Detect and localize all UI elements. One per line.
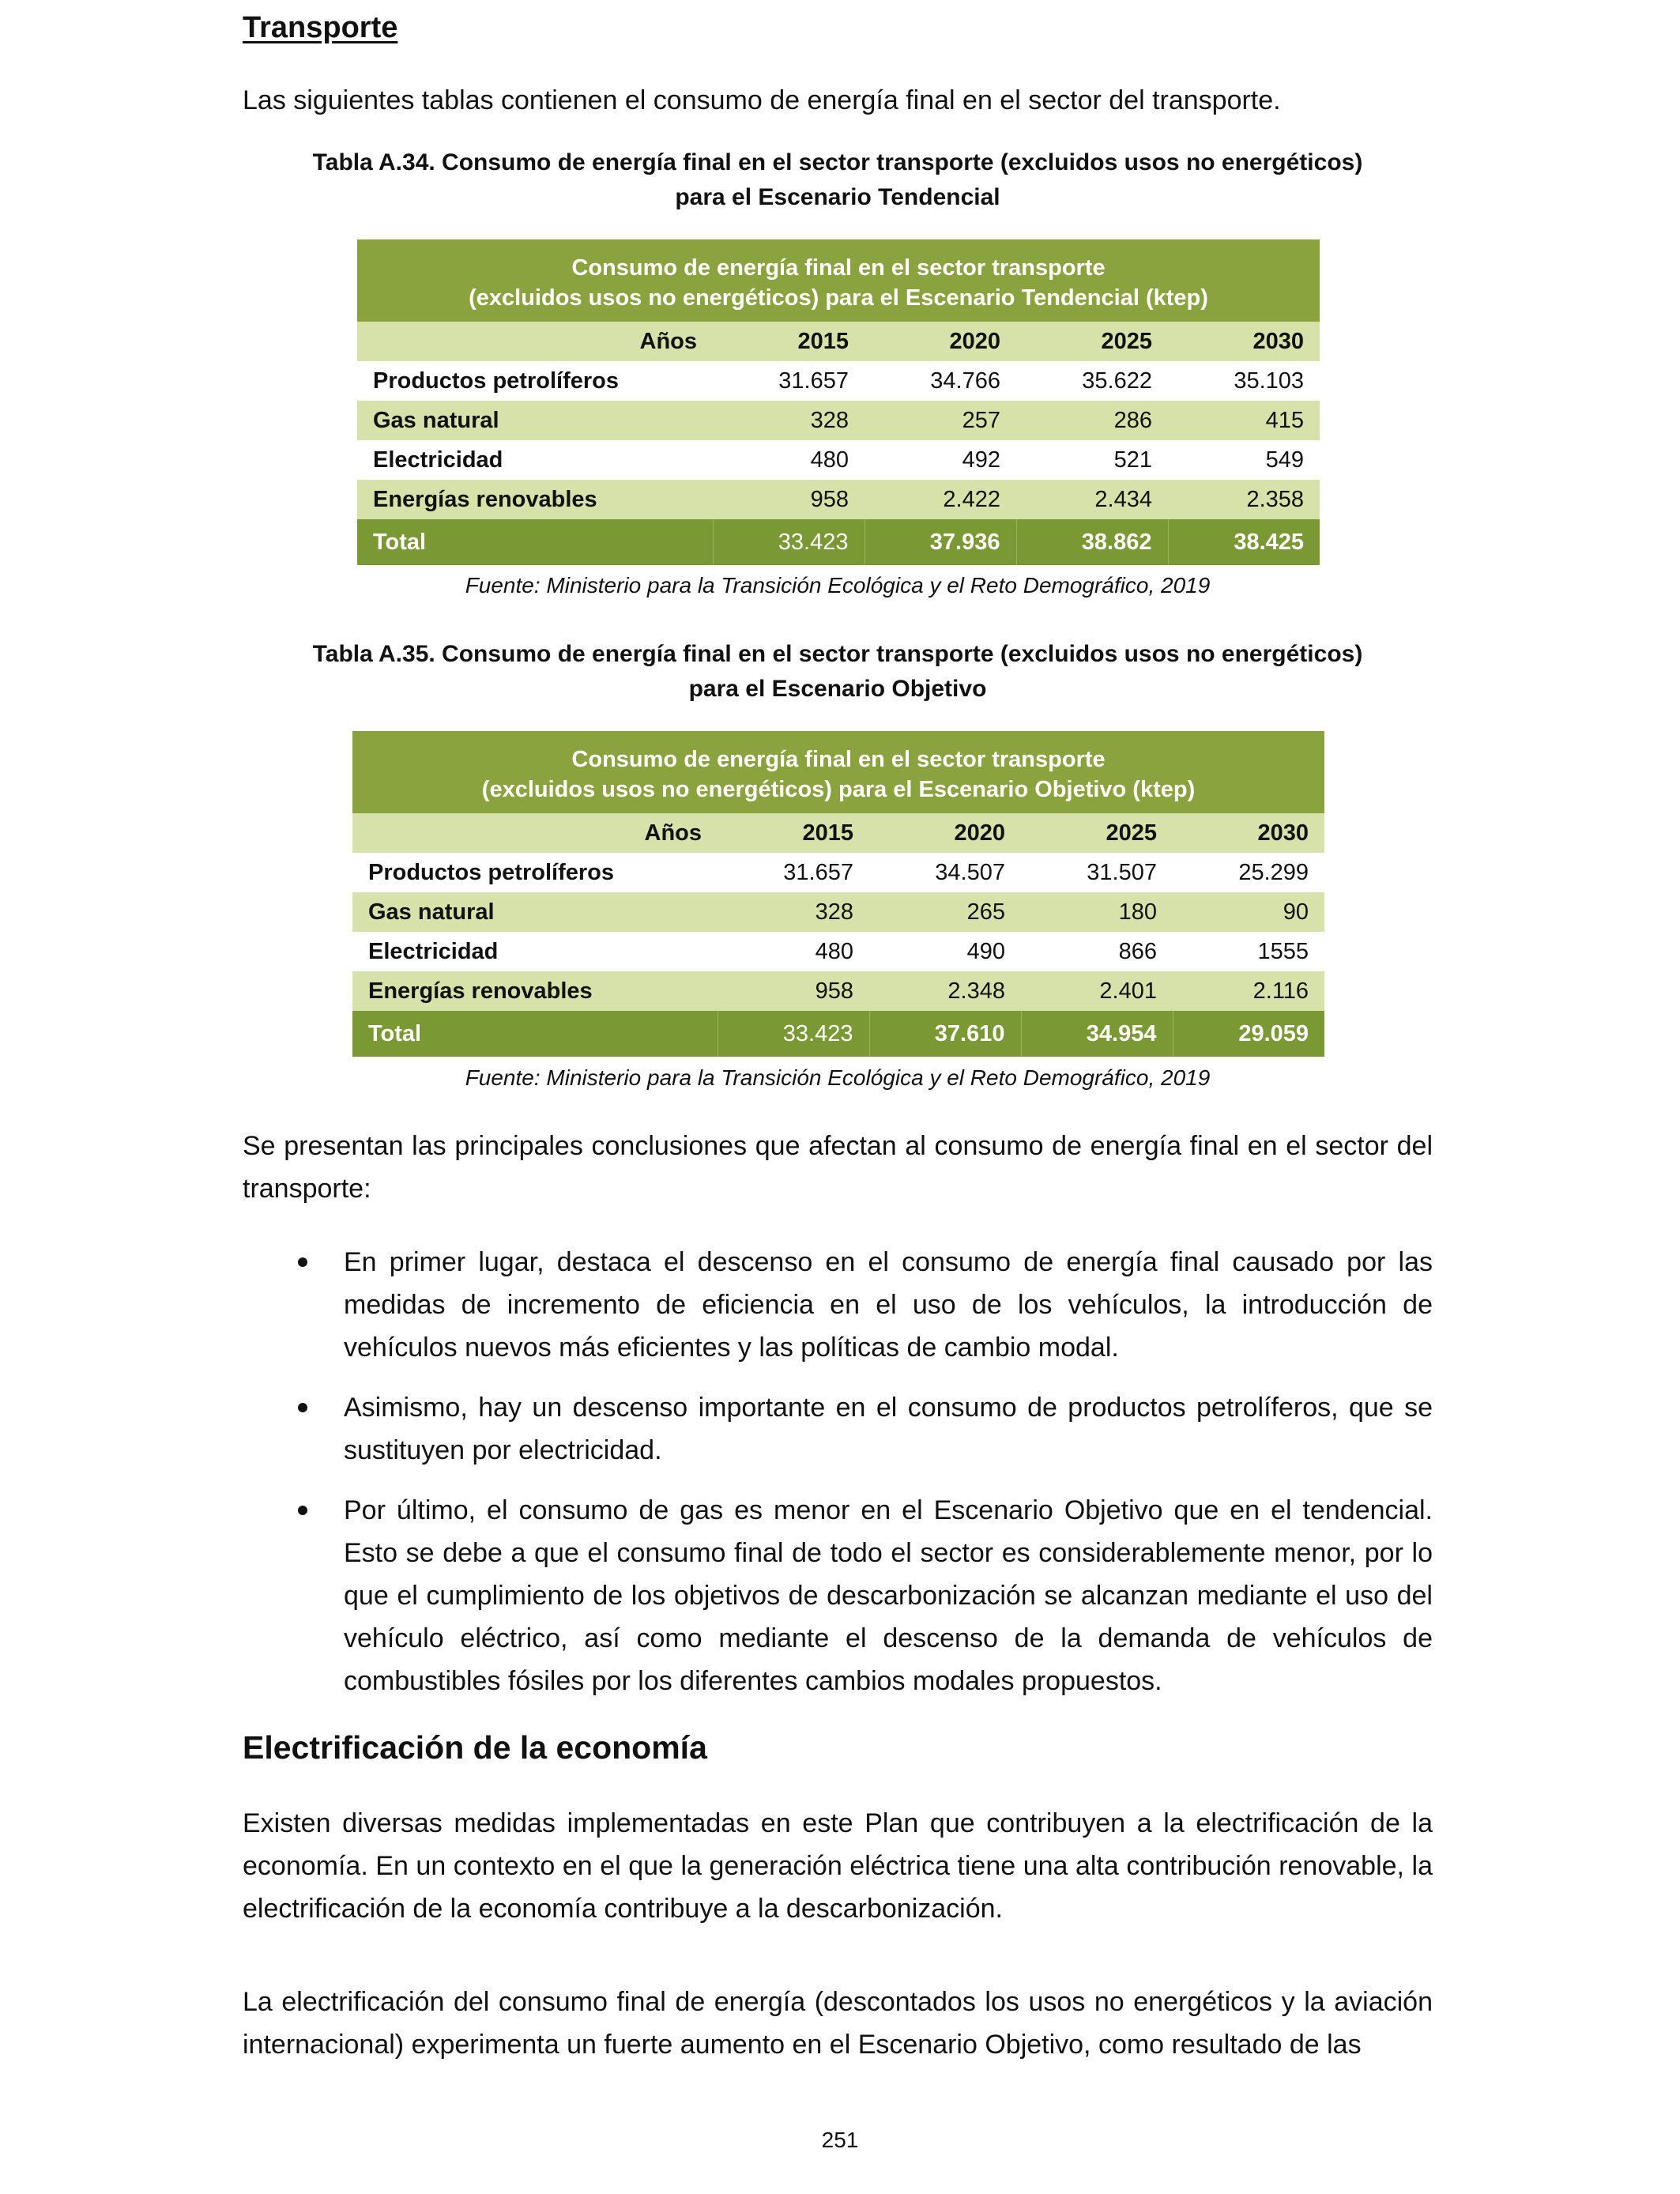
total-label: Total xyxy=(352,1011,718,1057)
table1-caption xyxy=(205,145,1470,215)
total-row xyxy=(357,519,1320,565)
row-label: Energías renovables xyxy=(352,971,718,1011)
table-row xyxy=(352,932,1324,971)
row-label: Gas natural xyxy=(357,401,713,440)
total-label: Total xyxy=(357,519,713,565)
table1-caption-line2: para el Escenario Tendencial xyxy=(675,184,1000,210)
table2-caption-line2: para el Escenario Objetivo xyxy=(688,676,987,702)
value-cell: 35.103 xyxy=(1234,368,1305,394)
row-label: Productos petrolíferos xyxy=(373,368,619,394)
value-cell: 2.116 xyxy=(1173,971,1324,1011)
value-cell: 180 xyxy=(1021,892,1173,932)
row-label: Energías renovables xyxy=(357,480,713,519)
total-cell: 29.059 xyxy=(1173,1011,1324,1057)
year-cell: 2025 xyxy=(1016,322,1168,361)
value-cell: 2.401 xyxy=(1021,971,1173,1011)
value-cell: 2.358 xyxy=(1168,480,1320,519)
value-cell: 286 xyxy=(1016,401,1168,440)
year-cell: 2020 xyxy=(864,322,1016,361)
value-cell: 2.422 xyxy=(864,480,1016,519)
total-row xyxy=(352,1011,1324,1057)
table1-years-row xyxy=(357,322,1320,361)
years-label: Años xyxy=(352,813,718,853)
table2-source: Fuente: Ministerio para la Transición Ecológica y el Reto Demográfico, 2019 xyxy=(465,1065,1211,1090)
value-cell: 866 xyxy=(1118,938,1157,964)
year-cell: 2030 xyxy=(1173,813,1324,853)
value-cell: 31.657 xyxy=(778,368,849,394)
value-cell: 958 xyxy=(718,971,869,1011)
total-cell: 34.954 xyxy=(1021,1011,1173,1057)
value-cell: 2.348 xyxy=(869,971,1021,1011)
total-cell: 37.936 xyxy=(864,519,1016,565)
table-row xyxy=(352,892,1324,932)
table-row xyxy=(357,401,1320,440)
total-cell: 37.610 xyxy=(869,1011,1021,1057)
conclusions-list xyxy=(243,1241,1433,1702)
total-cell: 38.862 xyxy=(1016,519,1168,565)
row-label: Electricidad xyxy=(373,447,503,473)
list-item xyxy=(243,1386,1433,1472)
table-row xyxy=(352,971,1324,1011)
year-cell: 2025 xyxy=(1021,813,1173,853)
value-cell: 31.507 xyxy=(1087,859,1157,885)
value-cell: 257 xyxy=(864,401,1016,440)
table2-caption-line1: Tabla A.35. Consumo de energía final en el sector transporte (excluidos usos no energéticos) xyxy=(312,641,1363,667)
year-cell: 2020 xyxy=(869,813,1021,853)
table2 xyxy=(352,731,1324,1057)
list-item-text: Asimismo, hay un descenso importante en el consumo de productos petrolíferos, que se sustituyen por electricidad. xyxy=(344,1393,1433,1465)
year-cell: 2015 xyxy=(713,322,864,361)
list-item-text: Por último, el consumo de gas es menor en el Escenario Objetivo que en el tendencial. Esto se debe a que el consumo final de todo el sector es considerablemente menor, por lo que el cumplimiento de los objetivos de descarbonización se alcanzan mediante el uso del vehículo eléctrico, así como mediante el descenso de la demanda de vehículos de combustibles fósiles por los diferentes cambios modales propuestos. xyxy=(344,1495,1433,1696)
total-cell: 33.423 xyxy=(713,519,864,565)
table-row xyxy=(357,480,1320,519)
table1-caption-line1: Tabla A.34. Consumo de energía final en el sector transporte (excluidos usos no energéticos) xyxy=(312,149,1363,175)
conclusions-intro: Se presentan las principales conclusiones que afectan al consumo de energía final en el sector del transporte: xyxy=(243,1131,1433,1204)
total-cell: 33.423 xyxy=(718,1011,869,1057)
value-cell: 1555 xyxy=(1257,938,1309,964)
value-cell: 34.507 xyxy=(935,859,1005,885)
list-item xyxy=(243,1241,1433,1369)
row-label: Productos petrolíferos xyxy=(368,859,614,885)
table2-years-row xyxy=(352,813,1324,853)
bullet-icon xyxy=(298,1506,307,1515)
total-cell: 38.425 xyxy=(1168,519,1320,565)
page-number: 251 xyxy=(821,2128,859,2152)
table1-header xyxy=(357,239,1320,322)
table2-header-line1: Consumo de energía final en el sector transporte xyxy=(571,747,1106,772)
list-item xyxy=(243,1489,1433,1702)
table2-caption xyxy=(205,637,1470,707)
value-cell: 490 xyxy=(966,938,1005,964)
bullet-icon xyxy=(298,1403,307,1412)
table1-header-line1: Consumo de energía final en el sector transporte xyxy=(571,255,1106,281)
year-cell: 2030 xyxy=(1168,322,1320,361)
value-cell: 958 xyxy=(713,480,864,519)
row-label: Electricidad xyxy=(368,938,499,964)
list-item-text: En primer lugar, destaca el descenso en el consumo de energía final causado por las medidas de incremento de eficiencia en el uso de los vehículos, la introducción de vehículos nuevos más eficientes y las políticas de cambio modal. xyxy=(344,1247,1433,1363)
paragraph: La electrificación del consumo final de energía (descontados los usos no energéticos y la aviación internacional) experimenta un fuerte aumento en el Escenario Objetivo, como resultado de las xyxy=(243,1987,1433,2060)
years-label: Años xyxy=(357,322,713,361)
value-cell: 25.299 xyxy=(1238,859,1309,885)
table2-header xyxy=(352,731,1324,813)
table2-header-line2: (excluidos usos no energéticos) para el Escenario Objetivo (ktep) xyxy=(481,777,1196,802)
table-row xyxy=(352,853,1324,892)
value-cell: 265 xyxy=(869,892,1021,932)
table-row xyxy=(357,361,1320,401)
year-cell: 2015 xyxy=(718,813,869,853)
value-cell: 480 xyxy=(810,447,849,473)
intro-paragraph: Las siguientes tablas contienen el consumo de energía final en el sector del transporte. xyxy=(243,85,1281,115)
paragraph: Existen diversas medidas implementadas en este Plan que contribuyen a la electrificación de la economía. En un contexto en el que la generación eléctrica tiene una alta contribución renovable, la electrificación de la economía contribuye a la descarbonización. xyxy=(243,1808,1433,1924)
value-cell: 492 xyxy=(962,447,1000,473)
table1-header-line2: (excluidos usos no energéticos) para el Escenario Tendencial (ktep) xyxy=(469,285,1208,311)
value-cell: 35.622 xyxy=(1082,368,1152,394)
value-cell: 549 xyxy=(1265,447,1305,473)
value-cell: 521 xyxy=(1113,447,1152,473)
table1 xyxy=(357,239,1320,565)
value-cell: 31.657 xyxy=(783,859,853,885)
value-cell: 34.766 xyxy=(930,368,1000,394)
value-cell: 90 xyxy=(1173,892,1324,932)
table1-source: Fuente: Ministerio para la Transición Ecológica y el Reto Demográfico, 2019 xyxy=(465,573,1211,598)
table-row xyxy=(357,440,1320,480)
bullet-icon xyxy=(298,1257,307,1267)
value-cell: 415 xyxy=(1168,401,1320,440)
section-title: Transporte xyxy=(243,11,398,44)
value-cell: 328 xyxy=(713,401,864,440)
value-cell: 480 xyxy=(815,938,853,964)
section-heading: Electrificación de la economía xyxy=(243,1729,707,1766)
value-cell: 2.434 xyxy=(1016,480,1168,519)
row-label: Gas natural xyxy=(352,892,718,932)
value-cell: 328 xyxy=(718,892,869,932)
